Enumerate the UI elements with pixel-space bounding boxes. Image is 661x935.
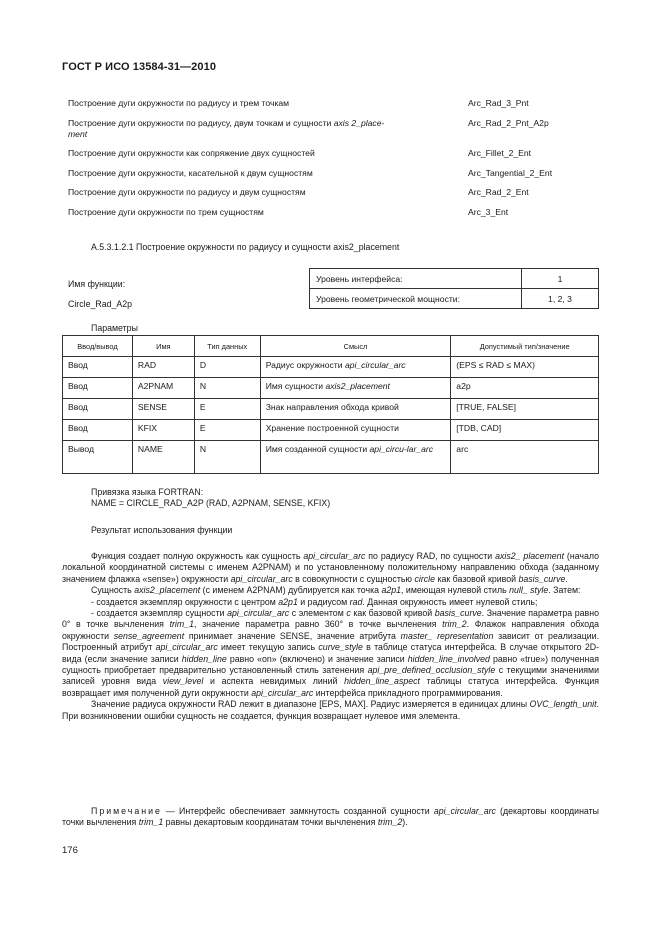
function-name-value: Circle_Rad_A2p: [68, 299, 133, 309]
fortran-call: NAME = CIRCLE_RAD_A2P (RAD, A2PNAM, SENSE, KFIX): [91, 498, 331, 508]
paragraph: Значение радиуса окружности RAD лежит в диапазоне [EPS, MAX]. Радиус измеряется в единицах длины OVC_length_unit. При возникновении ошибки сущность не создается, функция возвращает нулевое имя элемента.: [62, 699, 599, 721]
function-description: Построение дуги окружности по радиусу и двум сущностям: [68, 187, 306, 197]
section-heading: A.5.3.1.2.1 Построение окружности по радиусу и сущности axis2_placement: [91, 242, 400, 252]
meaning-cell: Имя сущности axis2_placement: [260, 378, 451, 399]
type-cell: E: [194, 399, 260, 420]
function-description: Построение дуги окружности, касательной к двум сущностям: [68, 167, 313, 178]
function-code: Arc_Rad_2_Pnt_A2p: [468, 117, 549, 128]
level-table: [309, 268, 599, 309]
paragraph: - создается экземпляр окружности с центром a2p1 и радиусом rad. Данная окружность имеет нулевой стиль;: [91, 596, 538, 607]
column-header: Допустимый тип/значение: [451, 336, 599, 357]
document-header: ГОСТ Р ИСО 13584-31—2010: [62, 61, 217, 73]
io-cell: Ввод: [63, 357, 133, 378]
geom-power-value: 1, 2, 3: [522, 289, 599, 309]
fortran-binding: [91, 487, 330, 509]
column-header: Имя: [132, 336, 194, 357]
meaning-cell: Имя созданной сущности api_circu-lar_arc: [260, 441, 451, 474]
function-description: Построение дуги окружности по радиусу и трем точкам: [68, 98, 290, 108]
column-header: Тип данных: [194, 336, 260, 357]
name-cell: SENSE: [132, 399, 194, 420]
params-title: Параметры: [91, 323, 138, 333]
table-row: [310, 269, 599, 289]
io-cell: Ввод: [63, 378, 133, 399]
function-list-item: [68, 148, 608, 159]
paragraph: Сущность axis2_placement (с именем A2PNAM) дублируется как точка a2p1, имеющая нулевой стиль null_ style. Затем:: [91, 585, 581, 596]
interface-level-label: Уровень интерфейса:: [310, 269, 522, 289]
paragraph: Функция создает полную окружность как сущность api_circular_arc по радиусу RAD, по сущности axis2_ placement (начало локальной координатной системы с именем A2PNAM) и по установленному положительному направлению обхода (заданному значением флажка «sense») окружности api_circular_arc в совокупности с сущностью circle как базовой кривой basis_curve.: [62, 551, 599, 584]
function-code: Arc_3_Ent: [468, 206, 509, 217]
table-row: [63, 378, 599, 399]
function-description: Построение дуги окружности по радиусу, двум точкам и сущности axis 2_place- ment: [68, 117, 385, 139]
function-list-item: [68, 118, 608, 140]
allowed-cell: a2p: [451, 378, 599, 399]
function-list-item: [68, 98, 608, 109]
allowed-cell: [TRUE, FALSE]: [451, 399, 599, 420]
table-row: [63, 357, 599, 378]
io-cell: Ввод: [63, 399, 133, 420]
function-code: Arc_Rad_2_Ent: [468, 187, 529, 197]
column-header: Смысл: [260, 336, 451, 357]
table-header-row: [63, 336, 599, 357]
type-cell: N: [194, 441, 260, 474]
name-cell: A2PNAM: [132, 378, 194, 399]
function-list-item: [68, 168, 608, 179]
function-name-label: Имя функции:: [68, 279, 126, 289]
function-list: [68, 98, 608, 226]
io-cell: Вывод: [63, 441, 133, 474]
type-cell: E: [194, 420, 260, 441]
body-text: [62, 551, 599, 722]
note-label: Примечание: [91, 806, 162, 816]
function-list-item: [68, 207, 608, 218]
allowed-cell: (EPS ≤ RAD ≤ MAX): [451, 357, 599, 378]
meaning-cell: Радиус окружности api_circular_arc: [260, 357, 451, 378]
name-cell: KFIX: [132, 420, 194, 441]
note-text: — Интерфейс обеспечивает замкнутость созданной сущности api_circular_arc (декартовы координаты точки вычленения trim_1 равны декартовым координатам точки вычленения trim_2).: [62, 806, 599, 828]
interface-level-value: 1: [522, 269, 599, 289]
column-header: Ввод/вывод: [63, 336, 133, 357]
io-cell: Ввод: [63, 420, 133, 441]
type-cell: N: [194, 378, 260, 399]
fortran-label: Привязка языка FORTRAN:: [91, 487, 204, 497]
paragraph: - создается экземпляр сущности api_circular_arc с элементом c как базовой кривой basis_curve. Значение параметра равно 0° в точке вычленения trim_1, значение параметра равно 360° в точке вычленения trim_2. Флажок направления обхода окружности sense_agreement принимает значение SENSE, значение атрибута master_ representation зависит от реализации. Построенный атрибут api_circular_arc имеет текущую запись curve_style в таблице статуса интерфейса. В случае открытого 2D-вида (если значение записи hidden_line равно «on» (включено) и значение записи hidden_line_involved равно «true») полученная сущность приобретает предварительно установленный стиль затенения api_pre_defined_occlusion_style с текущими значениями записей уровня вида view_level и аспекта невидимых линий hidden_line_aspect таблицы статуса интерфейса. Функция возвращает имя полученной дуги окружности api_circular_arc интерфейса прикладного программирования.: [62, 608, 600, 698]
name-cell: RAD: [132, 357, 194, 378]
allowed-cell: [TDB, CAD]: [451, 420, 599, 441]
function-name-block: [68, 274, 132, 314]
meaning-cell: Знак направления обхода кривой: [260, 399, 451, 420]
name-cell: NAME: [132, 441, 194, 474]
geom-power-label: Уровень геометрической мощности:: [310, 289, 522, 309]
note: [62, 806, 599, 829]
function-description: Построение дуги окружности по трем сущностям: [68, 206, 264, 217]
function-list-item: [68, 187, 608, 198]
table-row: [63, 441, 599, 474]
function-description: Построение дуги окружности как сопряжение двух сущностей: [68, 148, 315, 158]
table-row: [63, 420, 599, 441]
result-heading: Результат использования функции: [91, 525, 233, 535]
table-row: [63, 399, 599, 420]
function-code: Arc_Tangential_2_Ent: [468, 167, 553, 178]
params-table: [62, 335, 599, 474]
function-code: Arc_Fillet_2_Ent: [468, 148, 532, 158]
meaning-cell: Хранение построенной сущности: [260, 420, 451, 441]
function-code: Arc_Rad_3_Pnt: [468, 98, 529, 108]
allowed-cell: arc: [451, 441, 599, 474]
page-number: 176: [62, 845, 78, 856]
table-row: [310, 289, 599, 309]
type-cell: D: [194, 357, 260, 378]
